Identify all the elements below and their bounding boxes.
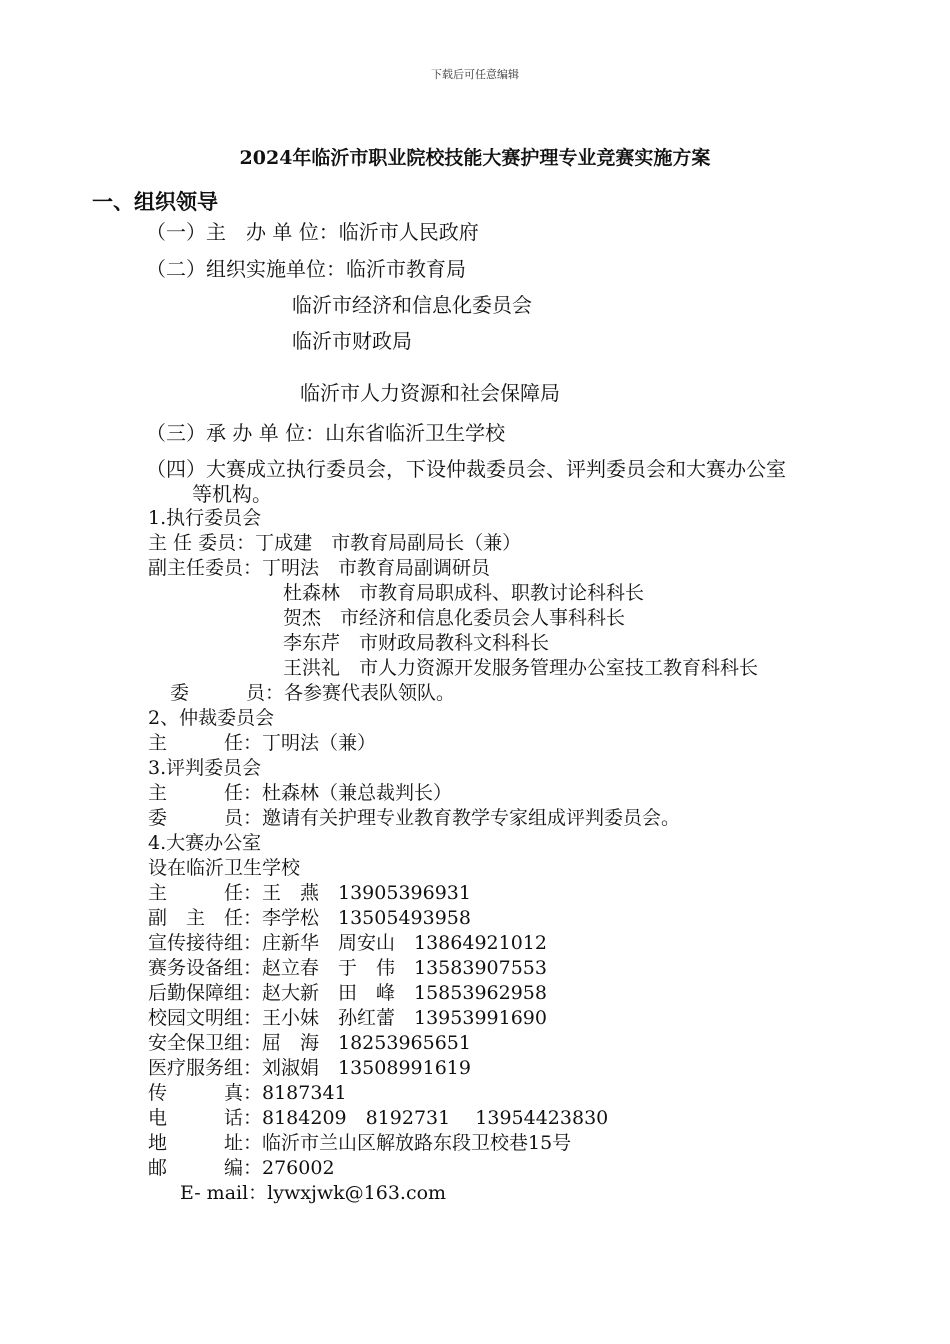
committee-intro-continuation: 等机构。 bbox=[192, 482, 272, 506]
arbitration-director-line: 主 任：丁明法（兼） bbox=[148, 732, 377, 754]
exec-vice-line: 李东芹 市财政局教科文科科长 bbox=[283, 632, 550, 654]
office-line: 宣传接待组：庄新华 周安山 13864921012 bbox=[148, 932, 547, 954]
section-heading-organization: 一、组织领导 bbox=[92, 189, 218, 214]
arbitration-title: 2、仲裁委员会 bbox=[148, 707, 275, 729]
exec-vice-line: 副主任委员：丁明法 市教育局副调研员 bbox=[148, 557, 491, 579]
address-line: 地 址：临沂市兰山区解放路东段卫校巷15号 bbox=[148, 1132, 572, 1154]
phone-line: 电 话：8184209 8192731 13954423830 bbox=[148, 1107, 609, 1129]
office-line: 安全保卫组：屈 海 18253965651 bbox=[148, 1032, 471, 1054]
judging-title: 3.评判委员会 bbox=[148, 757, 262, 779]
implementing-unit-hr: 临沂市人力资源和社会保障局 bbox=[300, 381, 560, 405]
judging-director-line: 主 任：杜森林（兼总裁判长） bbox=[148, 782, 453, 804]
page-header-note: 下载后可任意编辑 bbox=[431, 68, 519, 81]
office-line: 后勤保障组：赵大新 田 峰 15853962958 bbox=[148, 982, 547, 1004]
office-line: 主 任：王 燕 13905396931 bbox=[148, 882, 471, 904]
implementing-unit-finance: 临沂市财政局 bbox=[292, 329, 412, 353]
office-line: 校园文明组：王小妹 孙红蕾 13953991690 bbox=[148, 1007, 547, 1029]
exec-members-line: 委 员：各参赛代表队领队。 bbox=[170, 682, 456, 704]
document-title: 2024年临沂市职业院校技能大赛护理专业竞赛实施方案 bbox=[239, 147, 711, 169]
email-line: E- mail：lywxjwk@163.com bbox=[180, 1182, 447, 1204]
implementing-unit-line: （二）组织实施单位：临沂市教育局 bbox=[146, 257, 466, 281]
postcode-line: 邮 编：276002 bbox=[148, 1157, 335, 1179]
exec-vice-line: 杜森林 市教育局职成科、职教讨论科科长 bbox=[283, 582, 645, 604]
implementing-unit-economy: 临沂市经济和信息化委员会 bbox=[292, 293, 532, 317]
exec-director-line: 主 任 委员：丁成建 市教育局副局长（兼） bbox=[148, 532, 522, 554]
committee-intro-line: （四）大赛成立执行委员会，下设仲裁委员会、评判委员会和大赛办公室 bbox=[146, 457, 786, 481]
exec-vice-line: 贺杰 市经济和信息化委员会人事科科长 bbox=[283, 607, 626, 629]
organizer-unit-line: （三）承 办 单 位：山东省临沂卫生学校 bbox=[146, 421, 506, 445]
office-title: 4.大赛办公室 bbox=[148, 832, 262, 854]
office-location: 设在临沂卫生学校 bbox=[148, 857, 301, 879]
fax-line: 传 真：8187341 bbox=[148, 1082, 347, 1104]
host-unit-line: （一）主 办 单 位：临沂市人民政府 bbox=[146, 220, 479, 244]
office-line: 赛务设备组：赵立春 于 伟 13583907553 bbox=[148, 957, 547, 979]
exec-committee-title: 1.执行委员会 bbox=[148, 507, 262, 529]
judging-members-line: 委 员：邀请有关护理专业教育教学专家组成评判委员会。 bbox=[148, 807, 681, 829]
exec-vice-line: 王洪礼 市人力资源开发服务管理办公室技工教育科科长 bbox=[283, 657, 759, 679]
office-line: 副 主 任：李学松 13505493958 bbox=[148, 907, 471, 929]
office-line: 医疗服务组：刘淑娟 13508991619 bbox=[148, 1057, 471, 1079]
